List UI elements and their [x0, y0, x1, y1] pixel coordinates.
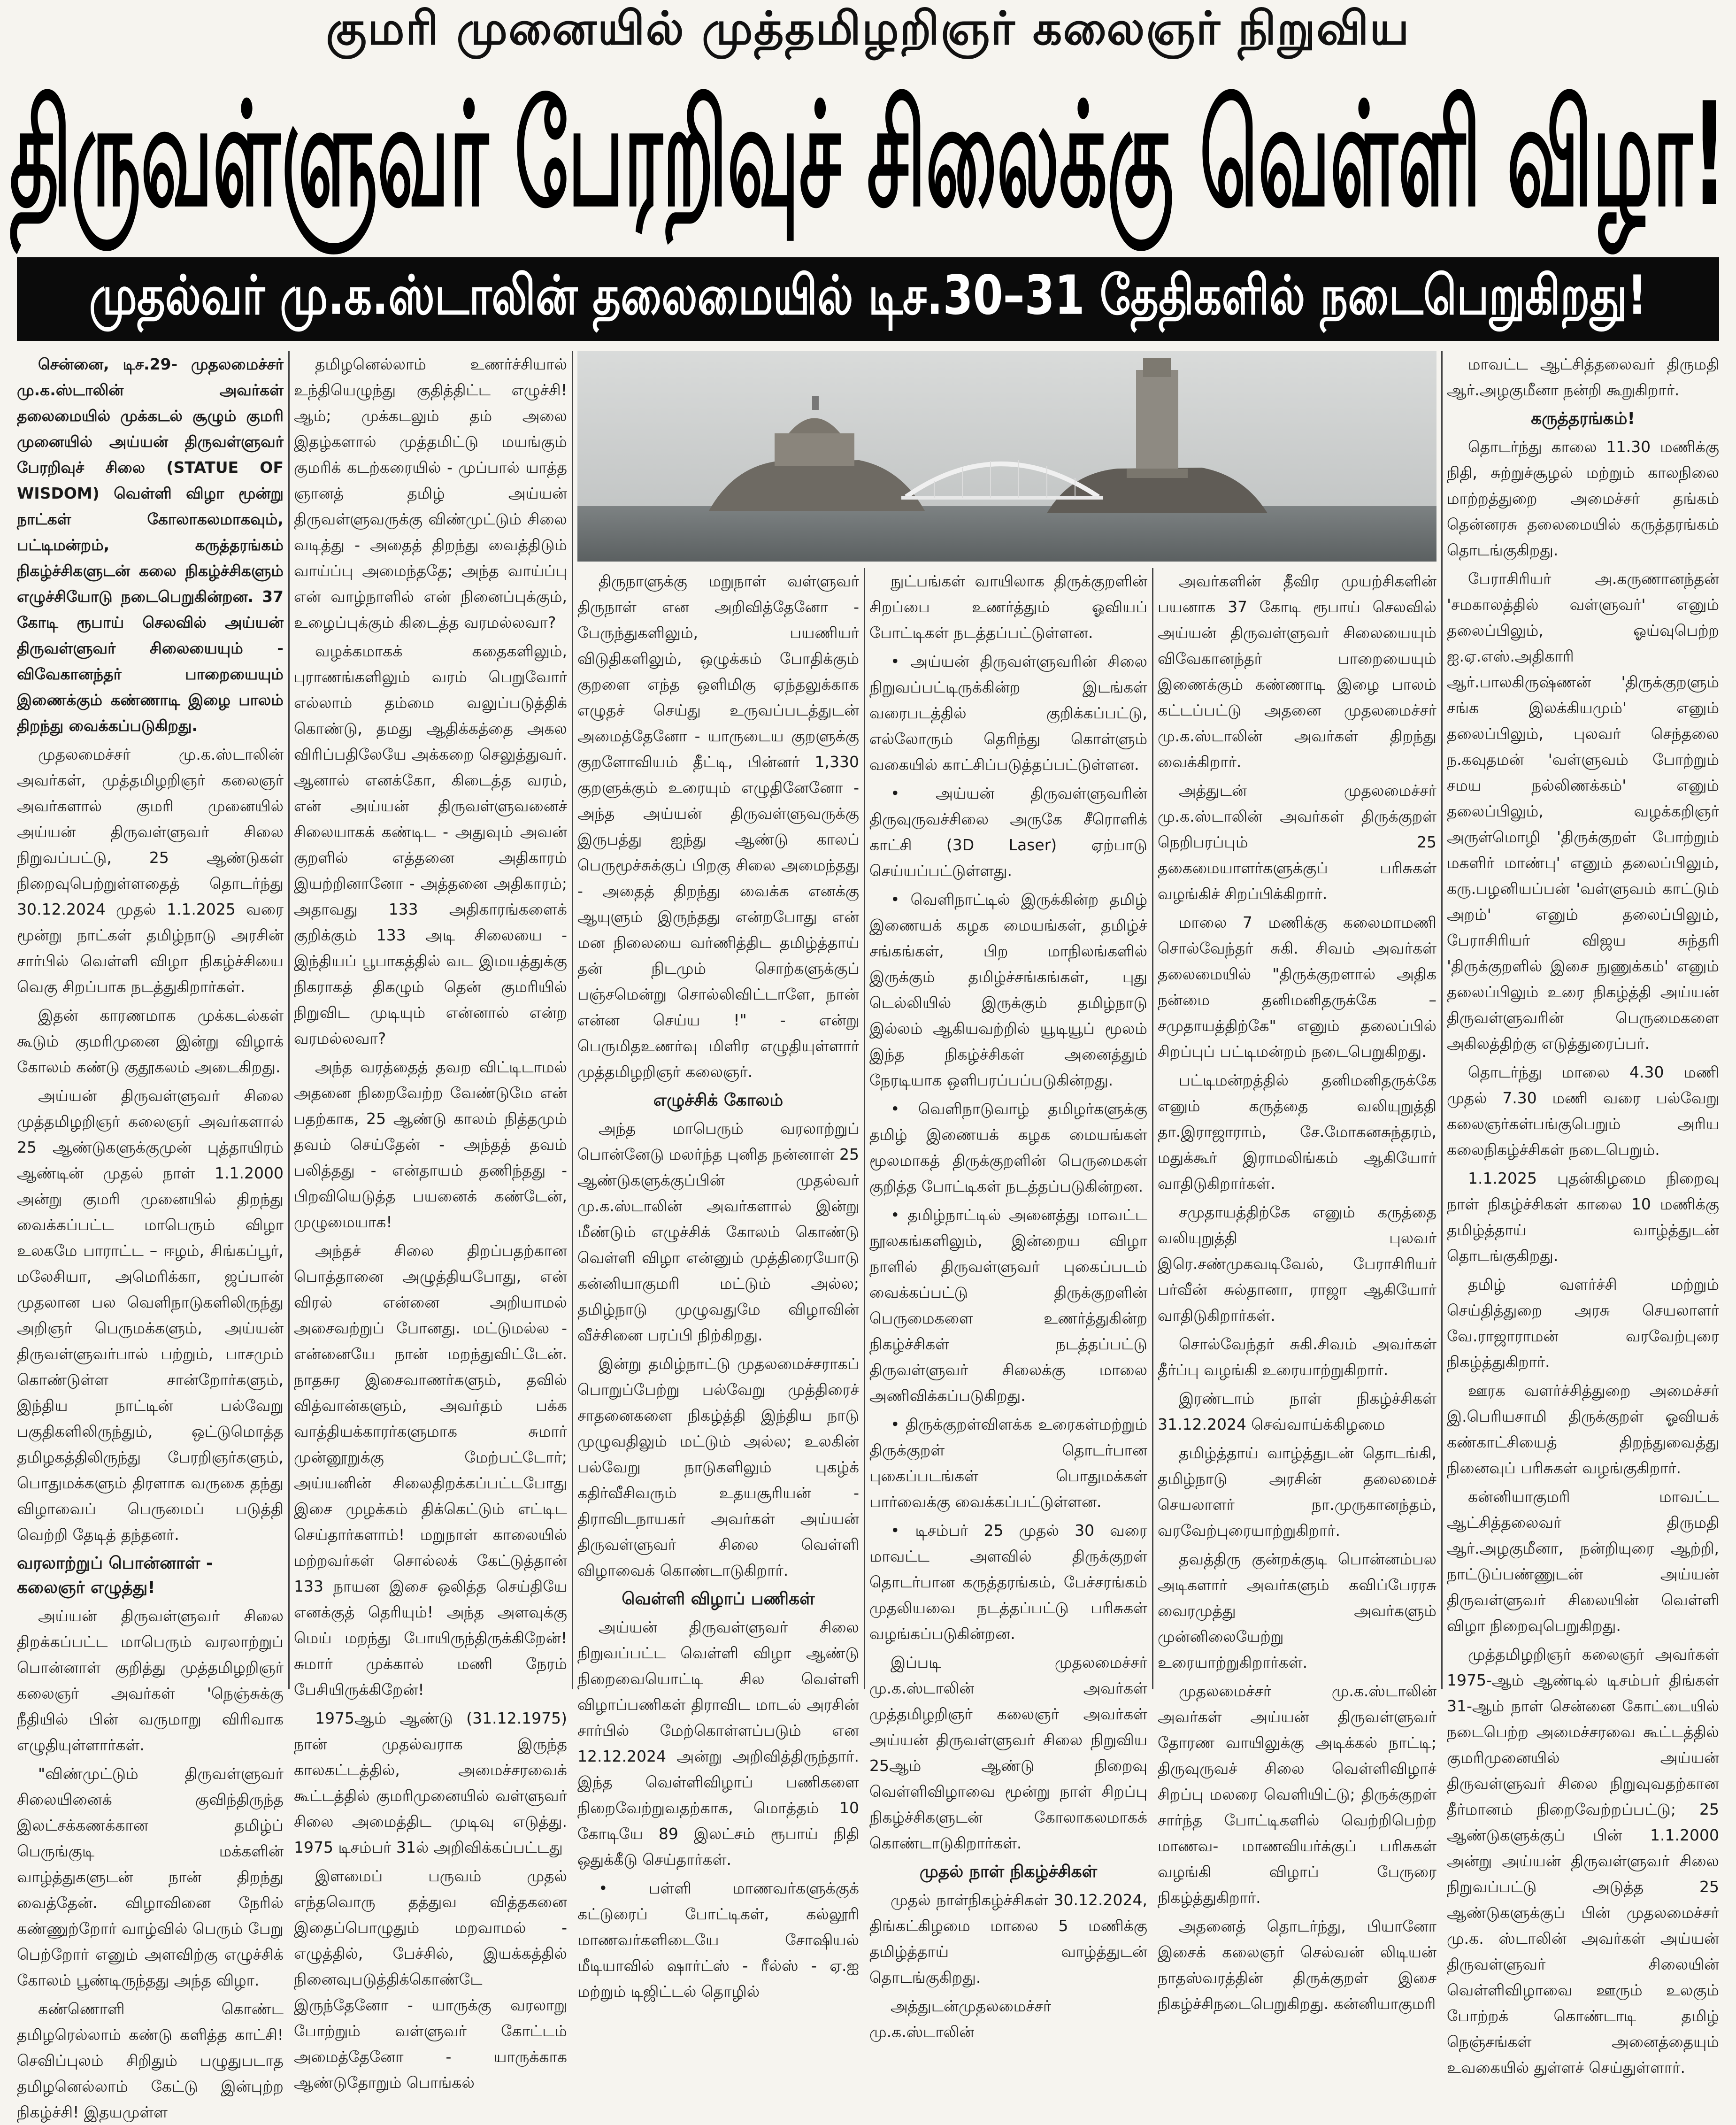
paragraph: இதன் காரணமாக முக்கடல்கள் கூடும் குமரிமுனை இன்று விழாக் கோலம் கண்டு குதூகலம் அடைகிறது. [17, 1006, 284, 1076]
column-6 [1447, 351, 1719, 2077]
section-heading: முதல் நாள் நிகழ்ச்சிகள் [919, 1862, 1098, 1881]
paragraph: நுட்பங்கள் வாயிலாக திருக்குறளின் சிறப்பை உணர்த்தும் ஓவியப் போட்டிகள் நடத்தப்பட்டுள்ளன. [869, 572, 1147, 642]
paragraph: தமிழனெல்லாம் உணர்ச்சியால் உந்தியெழுந்து குதித்திட்ட எழுச்சி! ஆம்; முக்கடலும் தம் அலை இதழ்களால் முத்தமிட்டு மயங்கும் குமரிக் கடற்கரையில் - முப்பால் யாத்த ஞானத் தமிழ் அய்யன் திருவள்ளுவருக்கு விண்முட்டும் சிலை வடித்து - அதைத் திறந்து வைத்திடும் வாய்ப்பு அமைந்ததே; அந்த வாய்ப்பு என் வாழ்நாளில் என் நினைப்புக்கும், உழைப்புக்கும் கிடைத்த வரமல்லவா? [294, 355, 567, 631]
column-1 [17, 351, 284, 2121]
column-4 [869, 568, 1147, 2041]
paragraph: • அய்யன் திருவள்ளுவரின் திருவுருவச்சிலை அருகே சீரொளிக் காட்சி (3D Laser) ஏற்பாடு செய்யப்பட்டுள்ளது. [869, 784, 1147, 880]
column-5 [1158, 568, 1436, 2013]
column-3 [577, 568, 859, 2001]
section-heading: வரலாற்றுப் பொன்னாள் - கலைஞர் எழுத்து! [17, 1554, 213, 1597]
dateline: சென்னை, டிச.29- [38, 355, 178, 373]
paragraph: பேராசிரியர் அ.கருணானந்தன் 'சமகாலத்தில் வள்ளுவர்' எனும் தலைப்பிலும், ஓய்வுபெற்ற ஐ.ஏ.எஸ்.அதிகாரி ஆர்.பாலகிருஷ்ணன் 'திருக்குறளும் சங்க இலக்கியமும்' எனும் தலைப்பிலும், புலவர் செந்தலை ந.கவுதமன் 'வள்ளுவம் போற்றும் சமய நல்லிணக்கம்' எனும் தலைப்பிலும், வழக்கறிஞர் அருள்மொழி 'திருக்குறள் போற்றும் மகளிர் மாண்பு' எனும் தலைப்பிலும், கரு.பழனியப்பன் 'வள்ளுவம் காட்டும் அறம்' எனும் தலைப்பிலும், பேராசிரியர் விஜய சுந்தரி 'திருக்குறளில் இசை நுணுக்கம்' எனும் தலைப்பிலும் உரை நிகழ்த்தி அய்யன் திருவள்ளுவரின் பெருமைகளை அகிலத்திற்கு எடுத்துரைப்பர். [1447, 570, 1719, 1053]
kicker-heading: குமரி முனையில் முத்தமிழறிஞர் கலைஞர் நிறுவிய [326, 2, 1410, 55]
section-heading: கருத்தரங்கம்! [1531, 409, 1635, 428]
paragraph: சொல்வேந்தர் சுகி.சிவம் அவர்கள் தீர்ப்பு வழங்கி உரையாற்றுகிறார். [1158, 1335, 1436, 1379]
paragraph: அய்யன் திருவள்ளுவர் சிலை நிறுவப்பட்ட வெள்ளி விழா ஆண்டு நிறைவையொட்டி சில வெள்ளி விழாப்பணிகள் திராவிட மாடல் அரசின் சார்பில் மேற்கொள்ளப்படும் என 12.12.2024 அன்று அறிவித்திருந்தார். இந்த வெள்ளிவிழாப் பணிகளை நிறைவேற்றுவதற்காக, மொத்தம் 10 கோடியே 89 இலட்சம் ரூபாய் நிதி ஒதுக்கீடு செய்தார்கள். [577, 1618, 859, 1869]
paragraph: இன்று தமிழ்நாட்டு முதலமைச்சராகப் பொறுப்பேற்று பல்வேறு முத்திரைச் சாதனைகளை நிகழ்த்தி இந்திய நாடு முழுவதிலும் மட்டும் அல்ல; உலகின் பல்வேறு நாடுகளிலும் புகழ்க் கதிர்வீசிவரும் உதயசூரியன் - திராவிடநாயகர் அவர்கள் அய்யன் திருவள்ளுவர் சிலை வெள்ளி விழாவைக் கொண்டாடுகிறார். [577, 1355, 859, 1579]
paragraph: அத்துடன்முதலமைச்சர் மு.க.ஸ்டாலின் [869, 1997, 1052, 2041]
paragraph: 1975ஆம் ஆண்டு (31.12.1975) நான் முதல்வராக இருந்த காலகட்டத்தில், அமைச்சரவைக் கூட்டத்தில் குமரிமுனையில் வள்ளுவர் சிலை அமைத்திட முடிவு எடுத்து. 1975 டிசம்பர் 31ல் அறிவிக்கப்பட்டது [294, 1709, 567, 1856]
paragraph: • வெளிநாடுவாழ் தமிழர்களுக்கு தமிழ் இணையக் கழக மையங்கள் மூலமாகத் திருக்குறளின் பெருமைகள் குறித்த போட்டிகள் நடத்தப்படுகின்றன. [869, 1100, 1147, 1195]
column-divider [1152, 568, 1153, 1689]
sub-headline-banner [17, 257, 1719, 341]
paragraph: • பள்ளி மாணவர்களுக்குக் கட்டுரைப் போட்டிகள், கல்லூரி மாணவர்களிடையே சோஷியல் மீடியாவில் ஷார்ட்ஸ் - ரீல்ஸ் - ஏ.ஐ மற்றும் டிஜிட்டல் தொழில் [577, 1879, 859, 2001]
lead-text: முதலமைச்சர் மு.க.ஸ்டாலின் அவர்கள் தலைமையில் முக்கடல் சூழும் குமரி முனையில் அய்யன் திருவள்ளுவர் பேரறிவுச் சிலை (STATUE OF WISDOM) வெள்ளி விழா மூன்று நாட்கள் கோலாகலமாகவும், பட்டிமன்றம், கருத்தரங்கம் நிகழ்ச்சிகளுடன் கலை நிகழ்ச்சிகளும் எழுச்சியோடு நடைபெறுகின்றன. 37 கோடி ரூபாய் செலவில் அய்யன் திருவள்ளுவர் சிலையையும் - விவேகானந்தர் பாறையையும் இணைக்கும் கண்ணாடி இழை பாலம் திறந்து வைக்கப்படுகிறது. [17, 355, 284, 735]
paragraph: தொடர்ந்து மாலை 4.30 மணி முதல் 7.30 மணி வரை பல்வேறு கலைஞர்கள்பங்குபெறும் அரிய கலைநிகழ்ச்சிகள் நடைபெறும். [1447, 1063, 1719, 1159]
paragraph: அய்யன் திருவள்ளுவர் சிலை முத்தமிழறிஞர் கலைஞர் அவர்களால் 25 ஆண்டுகளுக்குமுன் புத்தாயிரம் ஆண்டின் முதல் நாள் 1.1.2000 அன்று குமரி முனையில் திறந்து வைக்கப்பட்ட மாபெரும் விழா உலகமே பாராட்ட – ஈழம், சிங்கப்பூர், மலேசியா, அமெரிக்கா, ஜப்பான் முதலான பல வெளிநாடுகளிலிருந்து அறிஞர் பெருமக்களும், அய்யன் திருவள்ளுவர்பால் பற்றும், பாசமும் கொண்டுள்ள சான்றோர்களும், இந்திய நாட்டின் பல்வேறு பகுதிகளிலிருந்தும், ஒட்டுமொத்த தமிழகத்திலிருந்து பேரறிஞர்களும், பொதுமக்களும் திரளாக வருகை தந்து விழாவைப் பெருமைப் படுத்தி வெற்றி தேடித் தந்தனர். [17, 1086, 284, 1544]
paragraph: "விண்முட்டும் திருவள்ளுவர் சிலையினைக் குவிந்திருந்த இலட்சக்கணக்கான தமிழ்ப் பெருங்குடி மக்களின் வாழ்த்துகளுடன் நான் திறந்து வைத்தேன். விழாவினை நேரில் கண்ணுற்றோர் வாழ்வில் பெரும் பேறு பெற்றோர் எனும் அளவிற்கு எழுச்சிக் கோலம் பூண்டிருந்தது அந்த விழா. [17, 1764, 284, 1989]
paragraph: முதல் நாள்நிகழ்ச்சிகள் 30.12.2024, திங்கட்கிழமை மாலை 5 மணிக்கு தமிழ்த்தாய் வாழ்த்துடன் தொடங்குகிறது. [869, 1891, 1147, 1986]
paragraph: வழக்கமாகக் கதைகளிலும், புராணங்களிலும் வரம் பெறுவோர் எல்லாம் தம்மை வலுப்படுத்திக் கொண்டு, தமது ஆதிக்கத்தை அகல விரிப்பதிலேயே அக்கறை செலுத்துவர். ஆனால் எனக்கோ, கிடைத்த வரம், என் அய்யன் திருவள்ளுவனைச் சிலையாகக் கண்டிட - அதுவும் அவன் குறளில் எத்தனை அதிகாரம் இயற்றினானோ - அத்தனை அதிகாரம்; அதாவது 133 அதிகாரங்களைக் குறிக்கும் 133 அடி சிலையை - இந்தியப் பூபாகத்தில் வட இமயத்துக்கு நிகராகத் திகழும் தென் குமரியில் நிறுவிட முடியும் என்னால் என்ற வரமல்லவா? [294, 642, 567, 1047]
paragraph: அவர்களின் தீவிர முயற்சிகளின் பயனாக 37 கோடி ரூபாய் செலவில் அய்யன் திருவள்ளுவர் சிலையையும் விவேகானந்தர் பாறையையும் இணைக்கும் கண்ணாடி இழை பாலம் கட்டப்பட்டு அதனை முதலமைச்சர் மு.க.ஸ்டாலின் அவர்கள் திறந்து வைக்கிறார். [1158, 572, 1436, 771]
paragraph: அத்துடன் முதலமைச்சர் மு.க.ஸ்டாலின் அவர்கள் திருக்குறள் நெறிபரப்பும் 25 தகைமையாளர்களுக்குப் பரிசுகள் வழங்கிச் சிறப்பிக்கிறார். [1158, 781, 1436, 903]
paragraph: மாலை 7 மணிக்கு கலைமாமணி சொல்வேந்தர் சுகி. சிவம் அவர்கள் தலைமையில் "திருக்குறளால் அதிக நன்மை தனிமனிதருக்கே – சமுதாயத்திற்கே" எனும் தலைப்பில் சிறப்புப் பட்டிமன்றம் நடைபெறுகிறது. [1158, 913, 1436, 1061]
paragraph: • வெளிநாட்டில் இருக்கின்ற தமிழ் இணையக் கழக மையங்கள், தமிழ்ச் சங்கங்கள், பிற மாநிலங்களில் இருக்கும் தமிழ்ச்சங்கங்கள், புது டெல்லியில் இருக்கும் தமிழ்நாடு இல்லம் ஆகியவற்றில் யூடியூப் மூலம் இந்த நிகழ்ச்சிகள் அனைத்தும் நேரடியாக ஒளிபரப்பப்படுகின்றது. [869, 890, 1147, 1089]
paragraph: 1.1.2025 புதன்கிழமை நிறைவு நாள் நிகழ்ச்சிகள் காலை 10 மணிக்கு தமிழ்த்தாய் வாழ்த்துடன் தொடங்குகிறது. [1447, 1169, 1719, 1265]
paragraph: ஊரக வளர்ச்சித்துறை அமைச்சர் இ.பெரியசாமி திருக்குறள் ஓவியக் கண்காட்சியைத் திறந்துவைத்து நினைவுப் பரிசுகள் வழங்குகிறார். [1447, 1381, 1719, 1477]
paragraph: அந்த மாபெரும் வரலாற்றுப் பொன்னேடு மலர்ந்த புனித நன்னாள் 25 ஆண்டுகளுக்குப்பின் முதல்வர் மு.க.ஸ்டாலின் அவர்களால் இன்று மீண்டும் எழுச்சிக் கோலம் கொண்டு வெள்ளி விழா என்னும் முத்திரையோடு கன்னியாகுமரி மட்டும் அல்ல; தமிழ்நாடு முழுவதுமே விழாவின் வீச்சினை பரப்பி நிற்கிறது. [577, 1119, 859, 1344]
statue-bridge-photo [577, 351, 1436, 562]
paragraph: தமிழ்த்தாய் வாழ்த்துடன் தொடங்கி, தமிழ்நாடு அரசின் தலைமைச் செயலாளர் நா.முருகானந்தம், வரவேற்புரையாற்றுகிறார். [1158, 1444, 1436, 1540]
paragraph: • அய்யன் திருவள்ளுவரின் சிலை நிறுவப்பட்டிருக்கின்ற இடங்கள் வரைபடத்தில் குறிக்கப்பட்டு, எல்லோரும் தெரிந்து கொள்ளும் வகையில் காட்சிப்படுத்தப்பட்டுள்ளன. [869, 652, 1147, 774]
paragraph: தொடர்ந்து காலை 11.30 மணிக்கு நிதி, சுற்றுச்சூழல் மற்றும் காலநிலை மாற்றத்துறை அமைச்சர் தங்கம் தென்னரசு தலைமையில் கருத்தரங்கம் தொடங்குகிறது. [1447, 438, 1719, 559]
paragraph: தமிழ் வளர்ச்சி மற்றும் செய்தித்துறை அரசு செயலாளர் வே.ராஜாராமன் வரவேற்புரை நிகழ்த்துகிறார். [1447, 1275, 1719, 1371]
paragraph: மாவட்ட ஆட்சித்தலைவர் திருமதி ஆர்.அழகுமீனா நன்றி கூறுகிறார். [1447, 355, 1719, 399]
column-2 [294, 351, 567, 2092]
paragraph: சமுதாயத்திற்கே எனும் கருத்தை வலியுறுத்தி புலவர் இரெ.சண்முகவடிவேல், பேராசிரியர் பர்வீன் சுல்தானா, ராஜா ஆகியோர் வாதிடுகிறார்கள். [1158, 1203, 1436, 1324]
paragraph: அந்த வரத்தைத் தவற விட்டிடாமல் அதனை நிறைவேற்ற வேண்டுமே என் பதற்காக, 25 ஆண்டு காலம் நித்தமும் தவம் செய்தேன் - அந்தத் தவம் பலித்தது - என்தாயம் தணிந்தது - பிறவியெடுத்த பயனைக் கண்டேன், முழுமையாக! [294, 1058, 567, 1231]
paragraph: முதலமைச்சர் மு.க.ஸ்டாலின் அவர்கள் அய்யன் திருவள்ளுவர் தோரண வாயிலுக்கு அடிக்கல் நாட்டி; திருவுருவச் சிலை வெள்ளிவிழாச் சிறப்பு மலரை வெளியிட்டு; திருக்குறள் சார்ந்த போட்டிகளில் வெற்றிபெற்ற மாணவ- மாணவியர்க்குப் பரிசுகள் வழங்கி விழாப் பேருரை நிகழ்த்துகிறார். [1158, 1682, 1436, 1907]
paragraph: அய்யன் திருவள்ளுவர் சிலை திறக்கப்பட்ட மாபெரும் வரலாற்றுப் பொன்னாள் குறித்து முத்தமிழறிஞர் கலைஞர் அவர்கள் 'நெஞ்சுக்கு நீதியில் பின் வருமாறு விரிவாக எழுதியுள்ளார்கள். [17, 1607, 284, 1754]
headline-text: திருவள்ளுவர் பேரறிவுச் சிலைக்கு வெள்ளி விழா! [9, 71, 1727, 238]
paragraph: • தமிழ்நாட்டில் அனைத்து மாவட்ட நூலகங்களிலும், இன்றைய விழா நாளில் திருவள்ளுவர் புகைப்படம் வைக்கப்பட்டு திருக்குறளின் பெருமைகளை உணர்த்துகின்ற நிகழ்ச்சிகள் நடத்தப்பட்டு திருவள்ளுவர் சிலைக்கு மாலை அணிவிக்கப்படுகிறது. [869, 1206, 1147, 1405]
paragraph: • திருக்குறள்விளக்க உரைகள்மற்றும் திருக்குறள் தொடர்பான புகைப்படங்கள் பொதுமக்கள் பார்வைக்கு வைக்கப்பட்டுள்ளன. [869, 1415, 1147, 1511]
paragraph: முத்தமிழறிஞர் கலைஞர் அவர்கள் 1975-ஆம் ஆண்டில் டிசம்பர் திங்கள் 31-ஆம் நாள் சென்னை கோட்டையில் நடைபெற்ற அமைச்சரவை கூட்டத்தில் குமரிமுனையில் அய்யன் திருவள்ளுவர் சிலை நிறுவுவதற்கான தீர்மானம் நிறைவேற்றப்பட்டு; 25 ஆண்டுகளுக்குப் பின் 1.1.2000 அன்று அய்யன் திருவள்ளுவர் சிலை நிறுவப்பட்டு அடுத்த 25 ஆண்டுகளுக்குப் பின் முதலமைச்சர் மு.க. ஸ்டாலின் அவர்கள் அய்யன் திருவள்ளுவர் சிலையின் வெள்ளிவிழாவை ஊரும் உலகும் போற்றக் கொண்டாடி தமிழ் நெஞ்சங்கள் அனைத்தையும் உவகையில் துள்ளச் செய்துள்ளார். [1447, 1645, 1719, 2077]
paragraph: தவத்திரு குன்றக்குடி பொன்னம்பல அடிகளார் அவர்களும் கவிப்பேரரசு வைரமுத்து அவர்களும் முன்னிலையேற்று உரையாற்றுகிறார்கள். [1158, 1550, 1436, 1671]
column-divider [288, 351, 290, 1689]
paragraph: கண்ணொளி கொண்ட தமிழரெல்லாம் கண்டு களித்த காட்சி! செவிப்புலம் சிறிதும் பழுதுபடாத தமிழனெல்லாம் கேட்டு இன்புற்ற நிகழ்ச்சி! இதயமுள்ள [17, 2000, 284, 2121]
paragraph: திருநாளுக்கு மறுநாள் வள்ளுவர் திருநாள் என அறிவித்தேனோ - பேருந்துகளிலும், பயணியர் விடுதிகளிலும், ஒழுக்கம் போதிக்கும் குறளை எந்த ஒளிமிகு ஏந்தலுக்காக எழுதச் செய்து உருவப்படத்துடன் அமைத்தேனோ - யாருடைய குறளுக்கு குறளோவியம் தீட்டி, பின்னர் 1,330 குறளுக்கும் உரையும் எழுதினேனோ - அந்த அய்யன் திருவள்ளுவருக்கு இருபத்து ஐந்து ஆண்டு காலப் பெருமூச்சுக்குப் பிறகு சிலை அமைந்தது - அதைத் திறந்து வைக்க எனக்கு ஆயுளும் இருந்தது என்றபோது என் மன நிலையை வர்ணித்திட தமிழ்த்தாய் தன் நிடமும் சொற்களுக்குப் பஞ்சமென்று சொல்லிவிட்டாளே, நான் என்ன செய்ய !" - என்று பெருமிதஉணர்வு மிளிர எழுதியுள்ளார் முத்தமிழறிஞர் கலைஞர். [577, 572, 859, 1081]
main-headline [0, 70, 1736, 258]
section-heading: எழுச்சிக் கோலம் [653, 1091, 784, 1110]
paragraph: அந்தச் சிலை திறப்பதற்கான பொத்தானை அழுத்தியபோது, என் விரல் என்னை அறியாமல் அசைவற்றுப் போனது. மட்டுமல்ல - என்னையே நான் மறந்துவிட்டேன். நாதசுர இசைவாணர்களும், தவில் வித்வான்களும், அவர்தம் பக்க வாத்தியக்காரர்களுமாக சுமார் முன்னூறுக்கு மேற்பட்டோர்; அய்யனின் சிலைதிறக்கப்பட்டபோது இசை முழக்கம் திக்கெட்டும் எட்டிட செய்தார்களாம்! மறுநாள் காலையில் மற்றவர்கள் சொல்லக் கேட்டுத்தான் 133 நாயன இசை ஒலித்த செய்தியே எனக்குத் தெரியும்! அந்த அளவுக்கு மெய் மறந்து போயிருந்திருக்கிறேன்! சுமார் முக்கால் மணி நேரம் பேசியிருக்கிறேன்! [294, 1241, 567, 1699]
paragraph: அதனைத் தொடர்ந்து, பியானோ இசைக் கலைஞர் செல்வன் லிடியன் நாதஸ்வரத்தின் திருக்குறள் இசை நிகழ்ச்சிநடைபெறுகிறது. கன்னியாகுமரி [1158, 1917, 1436, 2013]
paragraph: இளமைப் பருவம் முதல் எந்தவொரு தத்துவ வித்தகனை இதைப்பொழுதும் மறவாமல் - எழுத்தில், பேச்சில், இயக்கத்தில் நினைவுபடுத்திக்கொண்டே இருந்தேனோ - யாருக்கு வரலாறு போற்றும் வள்ளுவர் கோட்டம் அமைத்தேனோ - யாருக்காக ஆண்டுதோறும் பொங்கல் [294, 1867, 567, 2092]
photo-illustration [577, 351, 1436, 562]
paragraph: இரண்டாம் நாள் நிகழ்ச்சிகள் 31.12.2024 செவ்வாய்க்கிழமை [1158, 1389, 1436, 1433]
banner-text: முதல்வர் மு.க.ஸ்டாலின் தலைமையில் டிச.30–31 தேதிகளில் நடைபெறுகிறது! [89, 264, 1647, 327]
paragraph: • டிசம்பர் 25 முதல் 30 வரை மாவட்ட அளவில் திருக்குறள் தொடர்பான கருத்தரங்கம், பேச்சரங்கம் முதலியவை நடத்தப்பட்டு பரிசுகள் வழங்கப்படுகின்றன. [869, 1521, 1147, 1643]
column-divider [572, 351, 573, 1689]
paragraph: முதலமைச்சர் மு.க.ஸ்டாலின் அவர்கள், முத்தமிழறிஞர் கலைஞர் அவர்களால் குமரி முனையில் அய்யன் திருவள்ளுவர் சிலை நிறுவப்பட்டு, 25 ஆண்டுகள் நிறைவுபெற்றுள்ளதைத் தொடர்ந்து 30.12.2024 முதல் 1.1.2025 வரை மூன்று நாட்கள் தமிழ்நாடு அரசின் சார்பில் வெள்ளி விழா நிகழ்ச்சியை வெகு சிறப்பாக நடத்துகிறார்கள். [17, 745, 284, 996]
paragraph: கன்னியாகுமரி மாவட்ட ஆட்சித்தலைவர் திருமதி ஆர்.அழகுமீனா, நன்றியுரை ஆற்றி, நாட்டுப்பண்ணுடன் அய்யன் திருவள்ளுவர் சிலையின் வெள்ளி விழா நிறைவுபெறுகிறது. [1447, 1487, 1719, 1635]
column-divider [1441, 351, 1443, 1689]
paragraph: பட்டிமன்றத்தில் தனிமனிதருக்கே எனும் கருத்தை வலியுறுத்தி தா.இராஜாராம், சே.மோகனசுந்தரம், மதுக்கூர் இராமலிங்கம் ஆகியோர் வாதிடுகிறார்கள். [1158, 1071, 1436, 1193]
paragraph: இப்படி முதலமைச்சர் மு.க.ஸ்டாலின் அவர்கள் முத்தமிழறிஞர் கலைஞர் அவர்கள் அய்யன் திருவள்ளுவர் சிலை நிறுவிய 25ஆம் ஆண்டு நிறைவு வெள்ளிவிழாவை மூன்று நாள் சிறப்பு நிகழ்ச்சிகளுடன் கோலாகலமாகக் கொண்டாடுகிறார்கள். [869, 1653, 1147, 1852]
lead-paragraph [17, 351, 284, 739]
section-heading: வெள்ளி விழாப் பணிகள் [622, 1589, 815, 1609]
column-divider [864, 568, 865, 1689]
